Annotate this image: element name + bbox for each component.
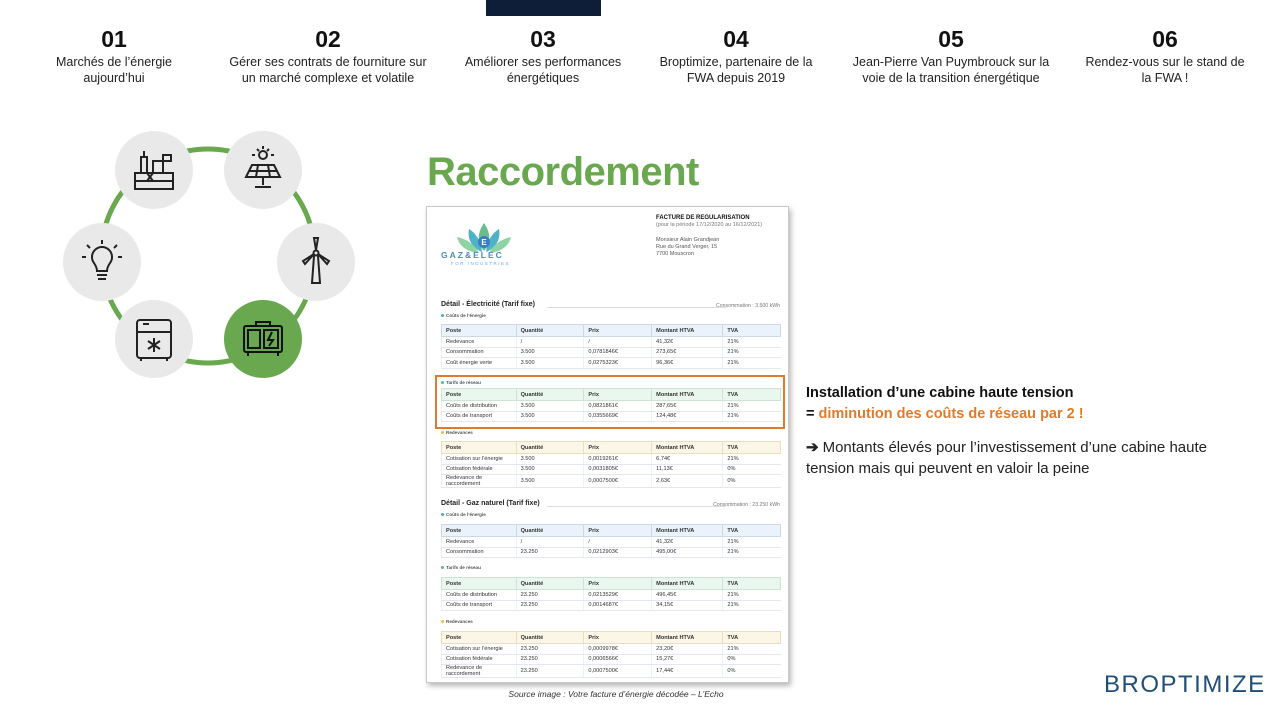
table-cell: 0,0781846€ xyxy=(584,347,652,358)
solar-panel-icon xyxy=(224,131,302,209)
image-source-caption: Source image : Votre facture d’énergie décodée – L’Echo xyxy=(508,689,724,699)
table-cell: 0% xyxy=(723,665,781,678)
table-cell: 21% xyxy=(723,537,781,548)
table-cell: 23.250 xyxy=(516,644,584,655)
step-label: Marchés de l’énergie aujourd’hui xyxy=(55,55,173,85)
column-header: Quantité xyxy=(516,525,584,537)
fridge-icon xyxy=(115,300,193,378)
column-header: Prix xyxy=(584,325,652,337)
table-cell: 273,65€ xyxy=(652,347,723,358)
column-header: Montant HTVA xyxy=(652,389,723,401)
table-cell: 0,0007500€ xyxy=(584,475,652,488)
step-label: Gérer ses contrats de fourniture sur un marché complexe et volatile xyxy=(229,55,427,85)
active-section-marker xyxy=(486,0,601,16)
table-cell: 21% xyxy=(723,347,781,358)
column-header: Prix xyxy=(584,442,652,454)
step-label: Rendez-vous sur le stand de la FWA ! xyxy=(1085,55,1245,85)
column-header: Quantité xyxy=(516,325,584,337)
table-cell: 21% xyxy=(723,454,781,465)
elec-section-title: Détail - Électricité (Tarif fixe) xyxy=(441,301,536,308)
table-cell: Coûts de distribution xyxy=(442,590,517,601)
table-cell: 23.250 xyxy=(516,600,584,611)
table-cell: 0% xyxy=(723,654,781,665)
divider xyxy=(547,506,726,507)
table-cell: 0,0821861€ xyxy=(584,401,652,412)
gas-consumption: Consommation : 23.250 kWh xyxy=(713,502,780,508)
column-header: Quantité xyxy=(516,389,584,401)
table-row xyxy=(442,590,781,601)
table-header-row xyxy=(442,442,781,454)
table-cell: / xyxy=(584,537,652,548)
table-cell: 287,65€ xyxy=(652,401,723,412)
step-label: Améliorer ses performances énergétiques xyxy=(464,55,622,85)
table-cell: 11,13€ xyxy=(652,464,723,475)
gaz-elec-logo xyxy=(439,215,529,275)
table-cell: 3.500 xyxy=(516,464,584,475)
table-cell: 0,0213529€ xyxy=(584,590,652,601)
step-label: Jean-Pierre Van Puymbrouck sur la voie de la transition énergétique xyxy=(852,55,1050,85)
nav-step-06[interactable] xyxy=(1059,26,1271,86)
table-cell: / xyxy=(516,537,584,548)
column-header: Quantité xyxy=(516,578,584,590)
table-cell: 495,00€ xyxy=(652,547,723,558)
table-cell: 41,32€ xyxy=(652,537,723,548)
table-cell: 23.250 xyxy=(516,547,584,558)
elec-network-subtitle: Tarifs de réseau xyxy=(441,380,481,385)
table-cell: 21% xyxy=(723,600,781,611)
elec-consumption: Consommation : 3.500 kWh xyxy=(715,303,780,309)
column-header: Montant HTVA xyxy=(652,525,723,537)
table-cell: / xyxy=(584,337,652,348)
table-cell: 21% xyxy=(723,644,781,655)
step-number: 01 xyxy=(101,26,127,52)
table-cell: Cotisation sur l’énergie xyxy=(442,644,517,655)
callout-highlight: diminution des coûts de réseau par 2 ! xyxy=(818,406,1084,422)
column-header: Prix xyxy=(584,525,652,537)
table-cell: 3.500 xyxy=(516,454,584,465)
step-number: 03 xyxy=(530,26,556,52)
table-header-row xyxy=(442,578,781,590)
table-cell: 2,63€ xyxy=(652,475,723,488)
table-row xyxy=(442,654,781,665)
table-cell: 23.250 xyxy=(516,665,584,678)
table-header-row xyxy=(442,525,781,537)
table-cell: 41,32€ xyxy=(652,337,723,348)
table-cell: 3.500 xyxy=(516,411,584,422)
nav-step-04[interactable] xyxy=(630,26,842,86)
table-row xyxy=(442,358,781,369)
table-cell: 0,0007500€ xyxy=(584,665,652,678)
table-cell: Redevance xyxy=(442,337,517,348)
table-cell: 0,0014687€ xyxy=(584,600,652,611)
table-row xyxy=(442,454,781,465)
invoice-doc-title: FACTURE DE REGULARISATION xyxy=(656,215,750,221)
column-header: Poste xyxy=(442,632,517,644)
table-cell: 21% xyxy=(723,358,781,369)
table-cell: Cotisation fédérale xyxy=(442,654,517,665)
callout-result: = diminution des coûts de réseau par 2 ! xyxy=(806,406,1084,422)
table-cell: 3.500 xyxy=(516,358,584,369)
table-cell: 124,48€ xyxy=(652,411,723,422)
page-title: Raccordement xyxy=(427,150,699,194)
network-costs-highlight xyxy=(435,375,785,429)
logo-text: GAZ&ELEC xyxy=(441,250,504,260)
factory-icon xyxy=(115,131,193,209)
table-row xyxy=(442,337,781,348)
column-header: Prix xyxy=(584,578,652,590)
callout-title: Installation d’une cabine haute tension xyxy=(806,385,1074,401)
table-row xyxy=(442,547,781,558)
table-row xyxy=(442,347,781,358)
table-cell: Redevance de raccordement xyxy=(442,475,517,488)
elec-fees-table xyxy=(441,441,781,488)
table-cell: Cotisation sur l’énergie xyxy=(442,454,517,465)
column-header: Poste xyxy=(442,525,517,537)
column-header: Poste xyxy=(442,389,517,401)
table-cell: 3.500 xyxy=(516,475,584,488)
column-header: TVA xyxy=(723,632,781,644)
table-row xyxy=(442,600,781,611)
column-header: Montant HTVA xyxy=(652,325,723,337)
nav-step-03[interactable] xyxy=(437,26,649,86)
table-cell: 3.500 xyxy=(516,347,584,358)
table-cell: 3.500 xyxy=(516,401,584,412)
table-cell: / xyxy=(516,337,584,348)
table-cell: 0% xyxy=(723,475,781,488)
table-cell: Consommation xyxy=(442,547,517,558)
logo-letter: E xyxy=(481,238,487,247)
table-cell: 0,0019261€ xyxy=(584,454,652,465)
elec-energy-subtitle: Coûts de l’énergie xyxy=(441,313,486,318)
gas-network-subtitle: Tarifs de réseau xyxy=(441,565,481,570)
table-cell: 34,15€ xyxy=(652,600,723,611)
table-row xyxy=(442,644,781,655)
broptimize-logo: BROPTIMIZE xyxy=(1104,671,1266,698)
table-row xyxy=(442,665,781,678)
table-cell: 23.250 xyxy=(516,590,584,601)
table-cell: Coûts de transport xyxy=(442,411,517,422)
step-number: 04 xyxy=(723,26,749,52)
step-number: 06 xyxy=(1152,26,1178,52)
column-header: Prix xyxy=(584,389,652,401)
column-header: TVA xyxy=(723,325,781,337)
table-cell: 0,0006566€ xyxy=(584,654,652,665)
nav-step-02[interactable] xyxy=(222,26,434,86)
gas-fees-table xyxy=(441,631,781,678)
step-label: Broptimize, partenaire de la FWA depuis 2019 xyxy=(659,55,813,85)
gas-section-title: Détail - Gaz naturel (Tarif fixe) xyxy=(441,500,540,507)
column-header: Montant HTVA xyxy=(652,578,723,590)
table-row xyxy=(442,537,781,548)
callout xyxy=(806,383,1246,479)
callout-body: ➔ Montants élevés pour l’investissement d’une cabine haute tension mais qui peuvent en valoir la peine xyxy=(806,439,1207,477)
table-cell: 21% xyxy=(723,411,781,422)
column-header: Prix xyxy=(584,632,652,644)
table-cell: Coûts de transport xyxy=(442,600,517,611)
gas-energy-subtitle: Coûts de l’énergie xyxy=(441,512,486,517)
table-cell: 0% xyxy=(723,464,781,475)
column-header: TVA xyxy=(723,578,781,590)
table-cell: Redevance xyxy=(442,537,517,548)
table-cell: 0,0212903€ xyxy=(584,547,652,558)
table-cell: Consommation xyxy=(442,347,517,358)
energy-icon-cycle xyxy=(60,128,360,388)
column-header: Montant HTVA xyxy=(652,442,723,454)
step-number: 02 xyxy=(315,26,341,52)
table-cell: 21% xyxy=(723,337,781,348)
table-cell: 496,45€ xyxy=(652,590,723,601)
elec-fees-subtitle: Redevances xyxy=(441,430,473,435)
lightbulb-icon xyxy=(63,223,141,301)
table-cell: Coûts de distribution xyxy=(442,401,517,412)
table-cell: 0,0031805€ xyxy=(584,464,652,475)
table-cell: 23.250 xyxy=(516,654,584,665)
table-cell: 15,27€ xyxy=(652,654,723,665)
table-cell: Cotisation fédérale xyxy=(442,464,517,475)
table-header-row xyxy=(442,325,781,337)
table-row xyxy=(442,464,781,475)
logo-subtext: FOR INDUSTRIES xyxy=(451,261,511,266)
column-header: Poste xyxy=(442,325,517,337)
table-cell: 21% xyxy=(723,547,781,558)
generator-icon xyxy=(224,300,302,378)
column-header: Montant HTVA xyxy=(652,632,723,644)
gas-network-table xyxy=(441,577,781,611)
column-header: Poste xyxy=(442,578,517,590)
column-header: TVA xyxy=(723,442,781,454)
table-cell: Coût énergie verte xyxy=(442,358,517,369)
invoice-header xyxy=(656,215,786,258)
step-number: 05 xyxy=(938,26,964,52)
table-row xyxy=(442,475,781,488)
table-cell: 21% xyxy=(723,401,781,412)
gas-fees-subtitle: Redevances xyxy=(441,619,473,624)
table-cell: 96,36€ xyxy=(652,358,723,369)
arrow-right-icon: ➔ xyxy=(806,439,819,456)
table-cell: 0,0009978€ xyxy=(584,644,652,655)
invoice-image xyxy=(426,206,789,683)
table-cell: 23,20€ xyxy=(652,644,723,655)
table-cell: 17,44€ xyxy=(652,665,723,678)
customer-address: Monsieur Alain Grandjean Rue du Grand Verger, 15 7700 Mouscron xyxy=(656,237,720,257)
table-header-row xyxy=(442,632,781,644)
column-header: Poste xyxy=(442,442,517,454)
invoice-period: (pour la période 17/12/2020 au 16/12/2021) xyxy=(656,222,763,228)
column-header: Quantité xyxy=(516,632,584,644)
elec-energy-table xyxy=(441,324,781,369)
divider xyxy=(547,307,726,308)
nav-step-05[interactable] xyxy=(845,26,1057,86)
section-nav xyxy=(0,26,1280,96)
wind-turbine-icon xyxy=(277,223,355,301)
table-cell: 0,0355669€ xyxy=(584,411,652,422)
column-header: Quantité xyxy=(516,442,584,454)
column-header: TVA xyxy=(723,525,781,537)
table-cell: Redevance de raccordement xyxy=(442,665,517,678)
column-header: TVA xyxy=(723,389,781,401)
table-cell: 6,74€ xyxy=(652,454,723,465)
table-cell: 21% xyxy=(723,590,781,601)
table-cell: 0,0275323€ xyxy=(584,358,652,369)
nav-step-01[interactable] xyxy=(8,26,220,86)
gas-energy-table xyxy=(441,524,781,558)
